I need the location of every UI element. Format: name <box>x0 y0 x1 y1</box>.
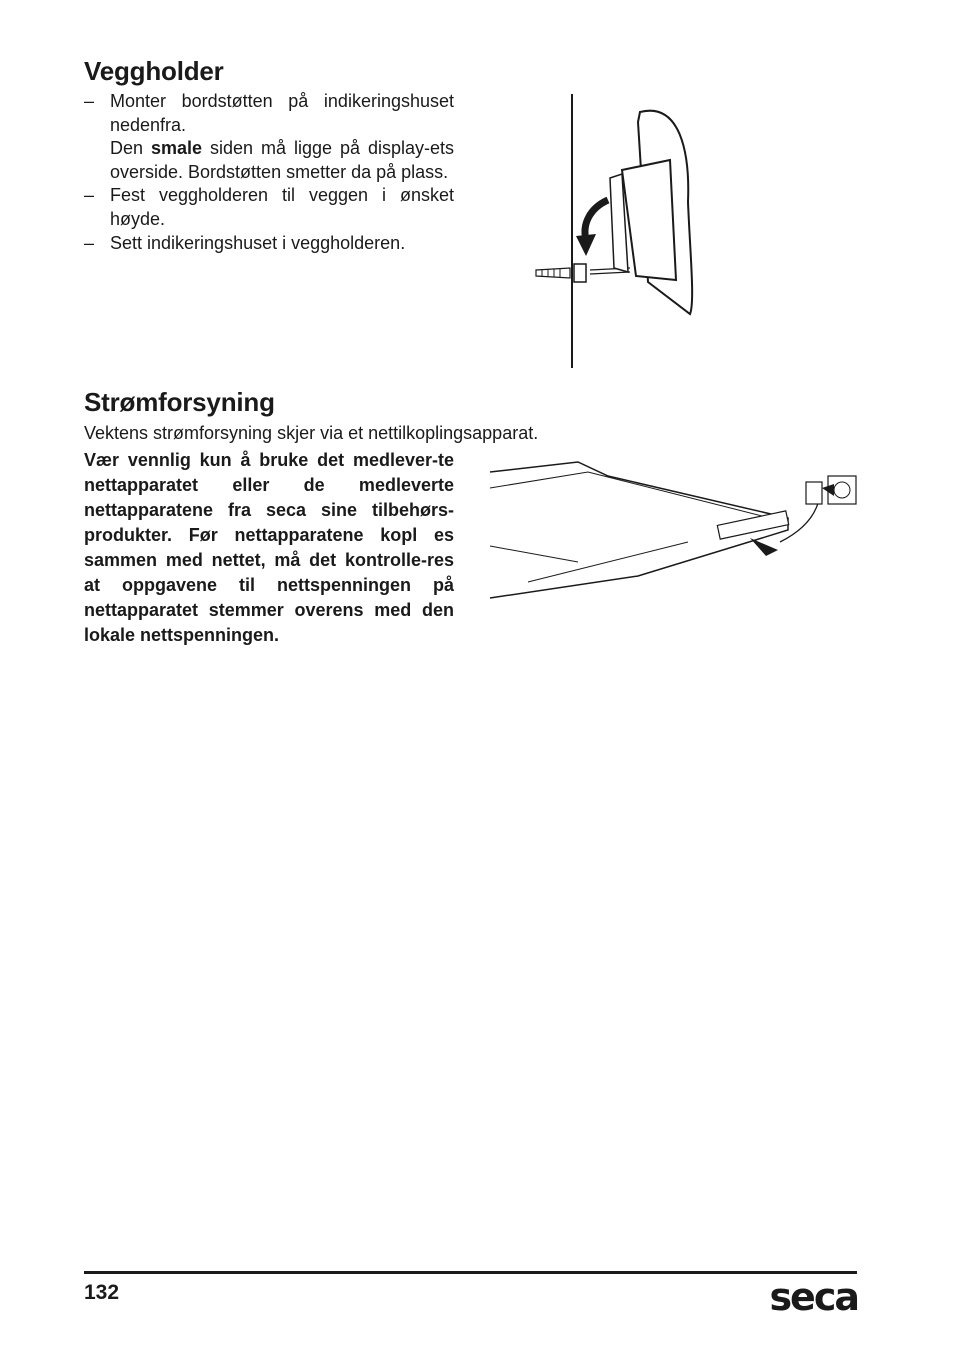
step-text: Fest veggholderen til veggen i ønsket høyde. <box>110 185 454 229</box>
step-text-continued: Den smale siden må ligge på display-ets overside. Bordstøtten smetter da på plass. <box>110 138 454 182</box>
section-heading-wall-holder: Veggholder <box>84 56 224 86</box>
step-dash: – <box>84 185 95 206</box>
step-dash: – <box>84 91 95 111</box>
power-intro-text: Vektens strømforsyning skjer via et nettilkoplingsapparat. <box>84 423 539 443</box>
page-number: 132 <box>84 1281 120 1304</box>
step-dash: – <box>84 232 95 253</box>
wall-mount-illustration <box>530 92 710 372</box>
step-item <box>84 232 454 256</box>
emphasis-smale: smale <box>151 138 203 159</box>
section-heading-power-supply: Strømforsyning <box>84 387 275 417</box>
seca-logo: seca <box>769 1275 858 1319</box>
step-text: Monter bordstøtten på indikeringshuset nedenfra. <box>110 91 454 135</box>
step-item <box>84 90 454 184</box>
power-warning-text: Vær vennlig kun å bruke det medlever-te nettapparatet eller de medleverte nettapparatene fra seca sine tilbehørs-produkter. Før nettapparatene kopl es sammen med nettet, må det kontrolle-res at oppgavene til nettspenningen på nettapparatet stemmer overens med den lokale nettspenningen. <box>84 450 454 645</box>
footer-rule <box>84 1271 857 1274</box>
power-connection-illustration <box>488 458 863 618</box>
step-text: Sett indikeringshuset i veggholderen. <box>110 232 406 253</box>
wall-holder-steps <box>84 90 454 255</box>
step-item <box>84 184 454 231</box>
